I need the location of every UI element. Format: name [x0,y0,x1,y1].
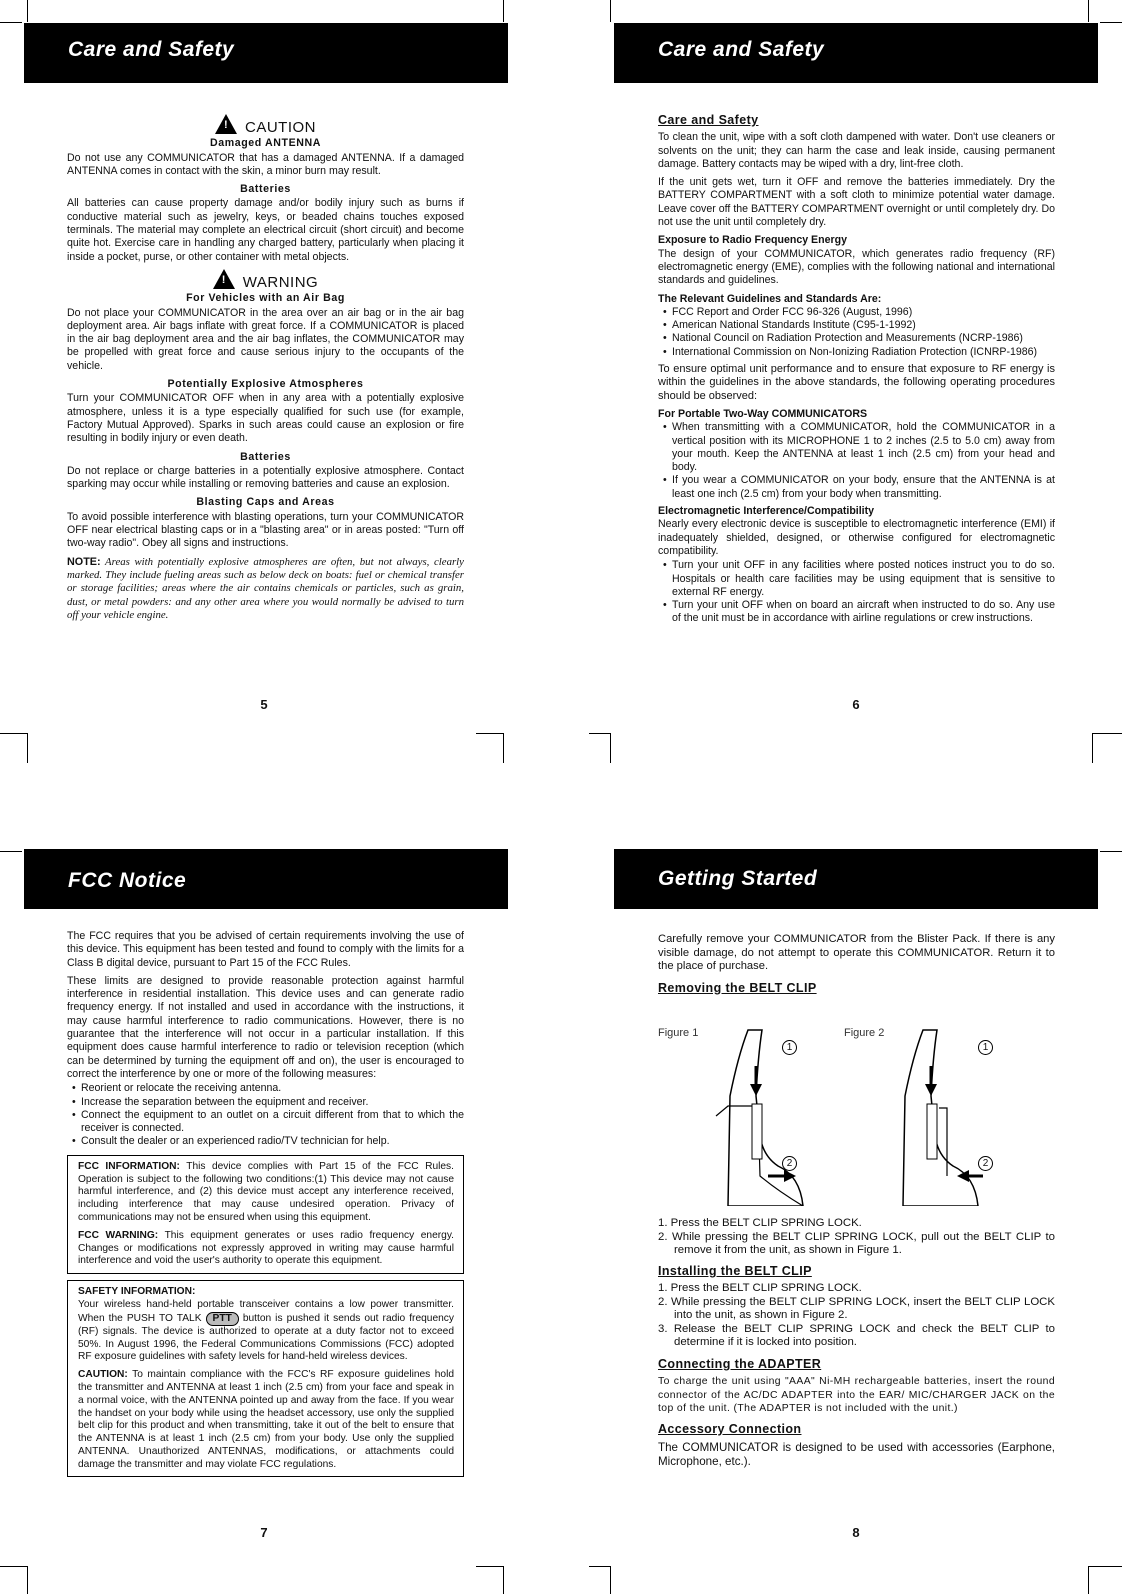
paragraph: All batteries can cause property damage and/or bodily injury such as burns if conductive material such as jewelry, keys, or beaded chains touches exposed terminals. The material may complete an electrical circuit (short circuit) and become quite hot. Exercise care in handling any charged battery, particularly when placing it inside a pocket, purse, or other container with metal objects. [67,197,464,263]
crop-mark [0,733,28,734]
section-title: The Relevant Guidelines and Standards Are: [658,292,882,305]
crop-mark [27,0,28,22]
crop-mark [589,733,611,734]
crop-mark [610,733,611,763]
marker-1: 1 [978,1040,993,1055]
paragraph: To clean the unit, wipe with a soft cloth dampened with water. Don't use cleaners or solvents on the unit; they can harm the case and leak inside, causing permanent damage. Battery contacts may be wiped with a dry, lint-free cloth. [658,131,1055,170]
removing-steps [658,1217,1055,1258]
paragraph: Turn your COMMUNICATOR OFF when in any area with a potentially explosive atmosphere, unless it is a type especially qualified for such use (for example, Factory Mutual Approved). Sparks in such areas could cause an explosion or fire resulting in bodily injury or even death. [67,392,464,445]
list-item: • Turn your unit OFF when on board an aircraft when instructed to do so. Any use of the unit must be in accordance with airline regulations or crew instructions. [658,599,1055,626]
crop-mark [1100,851,1122,852]
section-title: Potentially Explosive Atmospheres [167,378,364,391]
crop-mark [610,1566,611,1594]
section-title: Blasting Caps and Areas [196,496,335,509]
paragraph: The FCC requires that you be advised of certain requirements involving the use of this device. This equipment has been tested and found to comply with the limits for a Class B digital device, pursuant to Part 15 of the FCC Rules. [67,930,464,969]
crop-mark [0,851,22,852]
list-item: 2. While pressing the BELT CLIP SPRING LOCK, insert the BELT CLIP LOCK into the unit, as shown in Figure 2. [658,1295,1055,1322]
page-number: 7 [260,1525,268,1540]
list-item: • Consult the dealer or an experienced radio/TV technician for help. [67,1135,464,1148]
paragraph: If the unit gets wet, turn it OFF and remove the batteries immediately. Dry the BATTERY COMPARTMENT with a soft cloth to minimize potential water damage. Leave cover off the BATTERY COMPARTMENT overnight or until completely dry. Do not use the unit until completely dry. [658,176,1055,229]
paragraph: CAUTION: To maintain compliance with the FCC's RF exposure guidelines hold the transmitter and ANTENNA at least 1 inch (2.5 cm) from your face and speak in a normal voice, with the ANTENNA pointed up and away from the face. If you wear the handset on your body while using the headset accessory, use only the supplied belt clip for this product and when transmitting, take it out of the belt to ensure that the ANTENNA is at least 1 inch (2.5 cm) from your body. Use only the supplied ANTENNA. Unauthorized ANTENNAS, modifications, or attachments could damage the transmitter and may violate FCC regulations. [78,1369,454,1470]
list-item: • Reorient or relocate the receiving antenna. [67,1082,464,1095]
crop-mark [1088,0,1089,22]
list-item: • When transmitting with a COMMUNICATOR, hold the COMMUNICATOR in a vertical position with its MICROPHONE 1 to 2 inches (2.5 to 5.0 cm) away from your mouth. Keep the ANTENNA at least 1 inch (2.5 cm) from your head and body. [658,421,1055,474]
measures-list [67,1082,464,1148]
list-item: • International Commission on Non-Ionizing Radiation Protection (ICNRP-1986) [658,346,1055,359]
figure-1-illustration [708,1026,838,1206]
section-title: Batteries [240,450,291,463]
crop-mark [503,733,504,763]
page-8-header: Getting Started [614,849,1098,909]
ptt-badge: PTT [206,1312,239,1326]
list-item: • FCC Report and Order FCC 96-326 (August, 1996) [658,306,1055,319]
section-title: Exposure to Radio Frequency Energy [658,234,847,247]
paragraph: The COMMUNICATOR is designed to be used with accessories (Earphone, Microphone, etc.). [658,1440,1055,1468]
section-title: Installing the BELT CLIP [658,1263,812,1278]
crop-mark [1092,733,1093,763]
crop-mark [610,0,611,22]
list-item: • National Council on Radiation Protection and Measurements (NCRP-1986) [658,332,1055,345]
paragraph: To charge the unit using "AAA" Ni-MH rechargeable batteries, insert the round connector of the AC/DC ADAPTER into the EAR/ MIC/CHARGER JACK on the top of the unit. (The ADAPTER is not included with the unit.) [658,1376,1055,1414]
exclamation-icon: ! [215,114,237,134]
page-number: 8 [852,1525,860,1540]
paragraph: FCC WARNING: This equipment generates or uses radio frequency energy. Changes or modifications not expressly approved in writing may cause harmful interference and void the user's authority to operate this equipment. [78,1229,454,1267]
page-number: 6 [852,697,860,712]
list-item: 1. Press the BELT CLIP SPRING LOCK. [658,1282,862,1295]
paragraph: Carefully remove your COMMUNICATOR from the Blister Pack. If there is any visible damage, do not attempt to operate this COMMUNICATOR. Return it to the place of purchase. [658,933,1055,973]
crop-mark [1092,733,1122,734]
crop-mark [503,0,504,22]
safety-info-box [67,1280,464,1477]
crop-mark [1088,1566,1089,1594]
list-item: 3. Release the BELT CLIP SPRING LOCK and check the BELT CLIP to determine if it is locked into position. [658,1322,1055,1349]
section-title: Batteries [240,183,291,196]
crop-mark [27,733,28,763]
page-8-body-top [658,933,1055,999]
crop-mark [476,733,504,734]
fcc-info-box [67,1155,464,1274]
figure-2-label: Figure 2 [844,1027,885,1039]
paragraph: To avoid possible interference with blasting operations, turn your COMMUNICATOR OFF near electrical blasting caps or in a "blasting area" or in areas posted: "Turn off two-way radio". Obey all signs and instructions. [67,510,464,550]
paragraph: Nearly every electronic device is susceptible to electromagnetic interference (EMI) if inadequately shielded, designed, or otherwise configured for electromagnetic compatibility. [658,518,1055,557]
page-7-body [67,930,464,1477]
section-title: For Portable Two-Way COMMUNICATORS [658,407,868,420]
crop-mark [0,1566,28,1567]
portable-list [658,421,1055,501]
page-5-header: Care and Safety [24,23,508,83]
paragraph: The design of your COMMUNICATOR, which generates radio frequency (RF) electromagnetic energy (EME), complies with the following national and international standards and guidelines. [658,247,1055,287]
marker-2: 2 [782,1156,797,1171]
paragraph: SAFETY INFORMATION: Your wireless hand-held portable transceiver contains a low power transmitter. When the PUSH TO TALK PTT button is pushed it sends out radio frequency (RF) signals. The device is authorized to operate at a duty factor not to exceed 50%. In August 1996, the Federal Communications Commissions (FCC) adopted RF exposure guidelines with safety levels for hand-held wireless devices. [78,1286,454,1363]
crop-mark [503,1566,504,1594]
crop-mark [589,1566,611,1567]
list-item: • Turn your unit OFF in any facilities where posted notices instruct you to do so. Hospitals or health care facilities may be using equipment that is sensitive to external RF energy. [658,559,1055,599]
exclamation-icon: ! [213,269,235,289]
figure-1-label: Figure 1 [658,1027,699,1039]
paragraph: To ensure optimal unit performance and to ensure that exposure to RF energy is within the guidelines in the above standards, the following operating procedures should be observed: [658,363,1055,402]
list-item: • American National Standards Institute (C95-1-1992) [658,319,1055,332]
page-8-body-bottom [658,1217,1055,1474]
page-6-body [658,108,1055,630]
list-item: • Connect the equipment to an outlet on a circuit different from that to which the receiver is connected. [67,1109,464,1136]
paragraph: Do not replace or charge batteries in a potentially explosive atmosphere. Contact sparking may occur while installing or removing batteries and cause an explosion. [67,464,464,491]
crop-mark [0,22,22,23]
paragraph: Do not use any COMMUNICATOR that has a damaged ANTENNA. If a damaged ANTENNA comes in contact with the skin, a minor burn may result. [67,151,464,177]
list-item: 2. While pressing the BELT CLIP SPRING LOCK, pull out the BELT CLIP to remove it from the unit, as shown in Figure 1. [658,1230,1055,1257]
list-item: • Increase the separation between the equipment and receiver. [67,1096,464,1109]
warning-heading: ! WARNING [67,269,464,289]
paragraph: FCC INFORMATION: This device complies with Part 15 of the FCC Rules. Operation is subject to the following two conditions:(1) This device may not cause harmful interference, and (2) this device must accept any interference received, including interference that may cause undesired operation. Privacy of communications may not be ensured when using this equipment. [78,1160,454,1223]
note: NOTE: Areas with potentially explosive atmospheres are often, but not always, clearly marked. They include fueling areas such as below deck on boats: fuel or chemical transfer or storage facilities; areas where the air contains chemicals or particles, such as grain, dust, or metal powders: and any other area where you would normally be advised to turn off your vehicle engine. [67,555,464,622]
marker-2: 2 [978,1156,993,1171]
list-item: 1. Press the BELT CLIP SPRING LOCK. [658,1217,862,1229]
section-title: Removing the BELT CLIP [658,980,817,995]
figure-2-illustration [883,1026,1013,1206]
crop-mark [1088,1566,1122,1567]
crop-mark [27,1566,28,1594]
page-number: 5 [260,697,268,712]
guidelines-list [658,306,1055,359]
emi-list [658,559,1055,625]
section-title: For Vehicles with an Air Bag [186,292,345,305]
page-6-header: Care and Safety [614,23,1098,83]
paragraph: Do not place your COMMUNICATOR in the area over an air bag or in the air bag deployment area. Air bags inflate with great force. If a COMMUNICATOR is placed in the air bag deployment area and the air bag inflates, the COMMUNICATOR may be propelled with great force and cause serious injury to the occupants of the vehicle. [67,306,464,372]
crop-mark [1100,22,1122,23]
belt-clip-figures [658,1022,1055,1212]
section-title: Care and Safety [658,113,759,127]
crop-mark [476,1566,504,1567]
caution-heading: ! CAUTION [67,114,464,134]
section-title: Connecting the ADAPTER [658,1357,822,1372]
list-item: • If you wear a COMMUNICATOR on your body, ensure that the ANTENNA is at least one inch (2.5 cm) from your body when transmitting. [658,474,1055,501]
section-title: Accessory Connection [658,1422,802,1437]
page-7-header: FCC Notice [24,849,508,909]
installing-steps [658,1282,1055,1350]
marker-1: 1 [782,1040,797,1055]
paragraph: These limits are designed to provide reasonable protection against harmful interference in residential installation. This device uses and can generate radio frequency energy. If not installed and used in accordance with the instructions, it may cause harmful interference to radio communications. However, there is no guarantee that the interference will not occur in a particular installation. If this equipment does cause harmful interference to radio or television reception (which can be determined by turning the equipment off and on), the user is encouraged to correct the interference by one or more of the following measures: [67,974,464,1080]
section-title: Damaged ANTENNA [209,137,322,150]
page-5-body [67,110,464,623]
section-title: Electromagnetic Interference/Compatibility [658,505,875,518]
